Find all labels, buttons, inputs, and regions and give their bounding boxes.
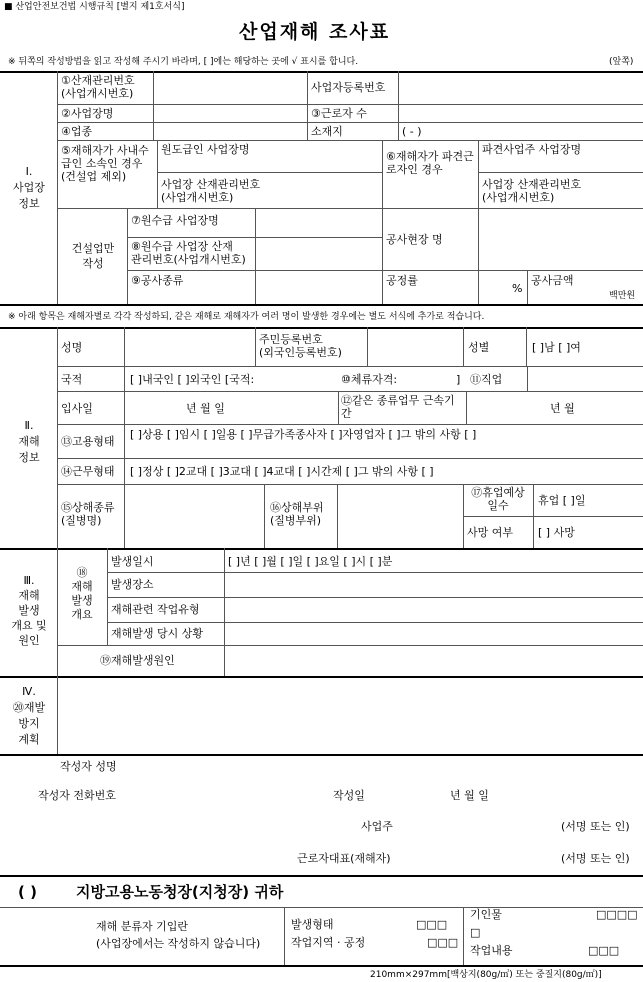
- label-worker-count: ③근로자 수: [311, 107, 367, 120]
- label-expected-leave-days: ⑰휴업예상 일수: [471, 486, 525, 512]
- label-classifier-section: 재해 분류자 기입란 (사업장에서는 작성하지 않습니다): [96, 920, 261, 950]
- label-construction-amount: 공사금액: [531, 274, 574, 287]
- label-dispatch-mgmt-no: 사업장 산재관리번호 (사업개시번호): [482, 178, 582, 204]
- label-work-shift: ⑭근무형태: [61, 465, 115, 478]
- nationality-options[interactable]: [ ]내국인 [ ]외국인 [국적:: [130, 373, 255, 386]
- label-location: 소재지: [311, 125, 343, 138]
- label-situation: 재해발생 당시 상황: [111, 627, 204, 640]
- leave-days-field[interactable]: 휴업 [ ]일: [538, 494, 586, 507]
- work-content-code[interactable]: □□□: [588, 944, 620, 957]
- label-prime-site-mgmt-no: ⑧원수급 사업장 산재 관리번호(사업개시번호): [131, 240, 246, 266]
- label-dispatch-employer-name: 파견사업주 사업장명: [482, 143, 582, 156]
- label-industry: ④업종: [61, 125, 93, 138]
- occurrence-form-code[interactable]: □□□: [416, 918, 448, 931]
- bracket-close: ]: [456, 373, 461, 386]
- worker-rep-signature[interactable]: (서명 또는 인): [561, 852, 630, 865]
- label-work-content: 작업내용: [470, 944, 513, 957]
- label-name: 성명: [61, 341, 83, 354]
- label-sex: 성별: [468, 341, 490, 354]
- label-dispatched-worker-case: ⑥재해자가 파견근로자인 경우: [386, 150, 474, 176]
- write-date-field[interactable]: 년 월 일: [450, 789, 489, 802]
- form-regulation: ■ 산업안전보건법 시행규칙 [별지 제1호서식]: [4, 2, 185, 12]
- label-join-date: 입사일: [61, 402, 93, 415]
- sex-options[interactable]: [ ]남 [ ]여: [532, 341, 581, 354]
- label-accident-overview: ⑱ 재해 발생 개요: [71, 566, 93, 621]
- label-injury-site: ⑯상해부위 (질병부위): [270, 501, 324, 527]
- section4-label: Ⅳ. ⑳재발 방지 계획: [12, 685, 46, 746]
- label-nationality: 국적: [61, 373, 83, 386]
- occurrence-datetime-field[interactable]: [ ]년 [ ]월 [ ]일 [ ]요일 [ ]시 [ ]분: [228, 555, 393, 568]
- label-death: 사망 여부: [467, 526, 514, 539]
- label-construction-site-name: 공사현장 명: [386, 233, 443, 246]
- page-title: 산업재해 조사표: [239, 21, 391, 43]
- work-shift-options[interactable]: [ ]정상 [ ]2교대 [ ]3교대 [ ]4교대 [ ]시간제 [ ]그 밖의 사항 [ ]: [130, 465, 434, 478]
- causal-object-extra-box[interactable]: □: [470, 926, 481, 939]
- label-work-area: 작업지역 · 공정: [291, 936, 366, 949]
- label-employer: 사업주: [361, 820, 393, 833]
- label-construction-only: 건설업만 작성: [71, 242, 115, 270]
- work-area-code[interactable]: □□□: [427, 936, 459, 949]
- label-injury-type: ⑮상해종류 (질병명): [61, 501, 115, 527]
- instruction-note: ※ 뒤쪽의 작성방법을 읽고 작성해 주시기 바라며, [ ]에는 해당하는 곳에 √ 표시를 합니다.: [8, 57, 359, 67]
- employment-type-options[interactable]: [ ]상용 [ ]임시 [ ]일용 [ ]무급가족종사자 [ ]자영업자 [ ]그 밖의 사항 [ ]: [130, 428, 477, 441]
- label-worker-rep: 근로자대표(재해자): [297, 852, 391, 865]
- label-resident-no: 주민등록번호 (외국인등록번호): [259, 333, 342, 359]
- addressee-office-blank[interactable]: ( ): [18, 883, 37, 901]
- label-prime-mgmt-no: 사업장 산재관리번호 (사업개시번호): [161, 178, 261, 204]
- label-construction-type: ⑨공사종류: [131, 274, 184, 287]
- tenure-field[interactable]: 년 월: [550, 402, 575, 415]
- amount-unit: 백만원: [609, 291, 636, 301]
- label-business-reg-no: 사업자등록번호: [311, 81, 386, 94]
- label-subcontractor-case: ⑤재해자가 사내수급인 소속인 경우(건설업 제외): [61, 144, 149, 183]
- label-prime-site-name: ⑦원수급 사업장명: [131, 214, 219, 227]
- label-occupation: ⑪직업: [470, 373, 503, 386]
- postal-code-field[interactable]: ( - ): [402, 125, 422, 138]
- label-causal-object: 기인물: [470, 908, 502, 921]
- label-accident-mgmt-no: ①산재관리번호 (사업개시번호): [61, 74, 135, 100]
- section3-label: Ⅲ. 재해 발생 개요 및 원인: [11, 574, 47, 647]
- label-workplace-name: ②사업장명: [61, 107, 114, 120]
- label-related-work-type: 재해관련 작업유형: [111, 603, 200, 616]
- label-residence-status: ⑩체류자격:: [341, 373, 398, 386]
- death-option[interactable]: [ ] 사망: [538, 526, 575, 539]
- addressee: 지방고용노동청장(지청장) 귀하: [76, 883, 284, 901]
- label-occurrence-form: 발생형태: [291, 918, 334, 931]
- causal-object-code[interactable]: □□□□: [596, 908, 638, 921]
- section2-label: Ⅱ. 재해 정보: [18, 419, 40, 464]
- per-victim-note: ※ 아래 항목은 재해자별로 각각 작성하되, 같은 재해로 재해자가 여러 명이 발생한 경우에는 별도 서식에 추가로 적습니다.: [8, 312, 485, 322]
- paper-spec: 210mm×297mm[백상지(80g/㎡) 또는 중질지(80g/㎡)]: [370, 970, 602, 980]
- section1-label: Ⅰ. 사업장 정보: [13, 165, 45, 210]
- section1-top-rule: [0, 71, 643, 73]
- employer-signature[interactable]: (서명 또는 인): [561, 820, 630, 833]
- label-employment-type: ⑬고용형태: [61, 435, 115, 448]
- percent-unit: %: [512, 282, 523, 295]
- label-occurrence-place: 발생장소: [111, 578, 154, 591]
- label-tenure: ⑫같은 종류업무 근속기간: [341, 394, 455, 420]
- label-writer-phone: 작성자 전화번호: [38, 789, 116, 802]
- page-side: (앞쪽): [609, 57, 634, 67]
- label-writer-name: 작성자 성명: [60, 760, 117, 773]
- label-occurrence-datetime: 발생일시: [111, 555, 154, 568]
- label-progress-rate: 공정률: [386, 274, 418, 287]
- label-accident-cause: ⑲재해발생원인: [100, 654, 175, 667]
- join-date-field[interactable]: 년 월 일: [186, 402, 225, 415]
- label-write-date: 작성일: [333, 789, 365, 802]
- label-prime-contractor-name: 원도급인 사업장명: [161, 143, 250, 156]
